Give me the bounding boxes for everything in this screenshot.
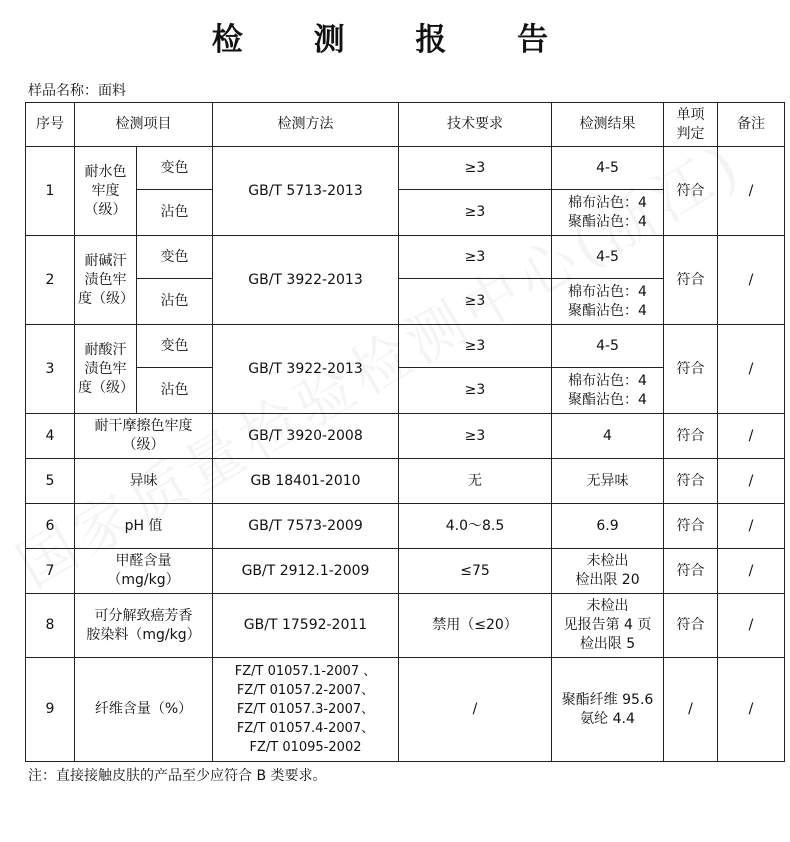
row-result: 4	[552, 414, 664, 459]
row-item: 可分解致癌芳香 胺染料（mg/kg）	[75, 594, 213, 658]
row-item: 甲醛含量 （mg/kg）	[75, 549, 213, 594]
row-no: 5	[26, 459, 75, 504]
row-remark: /	[718, 658, 785, 762]
row-remark: /	[718, 504, 785, 549]
sub-item: 变色	[137, 236, 213, 279]
row-requirement: ≥3	[399, 190, 552, 236]
row-remark: /	[718, 414, 785, 459]
row-result: 4-5	[552, 236, 664, 279]
table-row	[26, 658, 785, 762]
row-requirement: ≤75	[399, 549, 552, 594]
row-requirement: ≥3	[399, 279, 552, 325]
row-result: 聚酯纤维 95.6 氨纶 4.4	[552, 658, 664, 762]
row-requirement: ≥3	[399, 147, 552, 190]
header-remark: 备注	[718, 103, 785, 147]
header-requirement: 技术要求	[399, 103, 552, 147]
row-verdict: 符合	[664, 504, 718, 549]
table-row	[26, 504, 785, 549]
row-method: GB/T 17592-2011	[213, 594, 399, 658]
row-method: GB/T 3920-2008	[213, 414, 399, 459]
row-no: 7	[26, 549, 75, 594]
row-method: GB/T 2912.1-2009	[213, 549, 399, 594]
row-result: 4-5	[552, 147, 664, 190]
row-remark: /	[718, 549, 785, 594]
row-result: 未检出 检出限 20	[552, 549, 664, 594]
row-requirement: ≥3	[399, 368, 552, 414]
sample-name: 样品名称：面料	[28, 83, 126, 99]
sub-item: 沾色	[137, 368, 213, 414]
row-remark: /	[718, 325, 785, 414]
row-verdict: /	[664, 658, 718, 762]
row-no: 9	[26, 658, 75, 762]
row-item: 异味	[75, 459, 213, 504]
table-row	[26, 459, 785, 504]
table-row	[26, 236, 785, 279]
row-method: GB/T 3922-2013	[213, 325, 399, 414]
header-method: 检测方法	[213, 103, 399, 147]
footnote: 注：直接接触皮肤的产品至少应符合 B 类要求。	[28, 768, 327, 784]
row-remark: /	[718, 236, 785, 325]
row-item: 耐干摩擦色牢度 （级）	[75, 414, 213, 459]
row-verdict: 符合	[664, 236, 718, 325]
report-title: 检 测 报 告	[211, 22, 579, 58]
row-method: GB 18401-2010	[213, 459, 399, 504]
row-requirement: ≥3	[399, 236, 552, 279]
row-verdict: 符合	[664, 459, 718, 504]
row-item: 耐酸汗 渍色牢 度（级）	[75, 325, 137, 414]
row-result: 未检出 见报告第 4 页 检出限 5	[552, 594, 664, 658]
row-method: GB/T 7573-2009	[213, 504, 399, 549]
row-item: pH 值	[75, 504, 213, 549]
header-item: 检测项目	[75, 103, 213, 147]
table-row	[26, 147, 785, 190]
row-method: FZ/T 01057.1-2007 、 FZ/T 01057.2-2007、 FZ/T 01057.3-2007、 FZ/T 01057.4-2007、 FZ/T 01095-2002	[213, 658, 399, 762]
sub-item: 沾色	[137, 279, 213, 325]
table-header-row	[26, 103, 785, 147]
row-no: 4	[26, 414, 75, 459]
row-method: GB/T 3922-2013	[213, 236, 399, 325]
row-item: 耐碱汗 渍色牢 度（级）	[75, 236, 137, 325]
row-result: 棉布沾色：4 聚酯沾色：4	[552, 190, 664, 236]
row-result: 棉布沾色：4 聚酯沾色：4	[552, 279, 664, 325]
row-requirement: ≥3	[399, 325, 552, 368]
header-result: 检测结果	[552, 103, 664, 147]
test-results-table	[25, 102, 785, 762]
row-verdict: 符合	[664, 147, 718, 236]
row-verdict: 符合	[664, 549, 718, 594]
sub-item: 变色	[137, 147, 213, 190]
row-requirement: ≥3	[399, 414, 552, 459]
row-item: 纤维含量（%）	[75, 658, 213, 762]
table-row	[26, 594, 785, 658]
row-requirement: 禁用（≤20）	[399, 594, 552, 658]
sub-item: 沾色	[137, 190, 213, 236]
row-no: 8	[26, 594, 75, 658]
row-remark: /	[718, 459, 785, 504]
row-verdict: 符合	[664, 414, 718, 459]
row-no: 3	[26, 325, 75, 414]
row-no: 2	[26, 236, 75, 325]
table-row	[26, 414, 785, 459]
row-requirement: 无	[399, 459, 552, 504]
row-result: 无异味	[552, 459, 664, 504]
row-result: 4-5	[552, 325, 664, 368]
row-remark: /	[718, 147, 785, 236]
row-no: 1	[26, 147, 75, 236]
row-remark: /	[718, 594, 785, 658]
row-item: 耐水色 牢度 （级）	[75, 147, 137, 236]
header-verdict: 单项 判定	[664, 103, 718, 147]
table-row	[26, 549, 785, 594]
sub-item: 变色	[137, 325, 213, 368]
row-method: GB/T 5713-2013	[213, 147, 399, 236]
row-requirement: 4.0～8.5	[399, 504, 552, 549]
row-result: 棉布沾色：4 聚酯沾色：4	[552, 368, 664, 414]
header-no: 序号	[26, 103, 75, 147]
row-result: 6.9	[552, 504, 664, 549]
table-row	[26, 325, 785, 368]
row-requirement: /	[399, 658, 552, 762]
row-verdict: 符合	[664, 594, 718, 658]
row-verdict: 符合	[664, 325, 718, 414]
row-no: 6	[26, 504, 75, 549]
